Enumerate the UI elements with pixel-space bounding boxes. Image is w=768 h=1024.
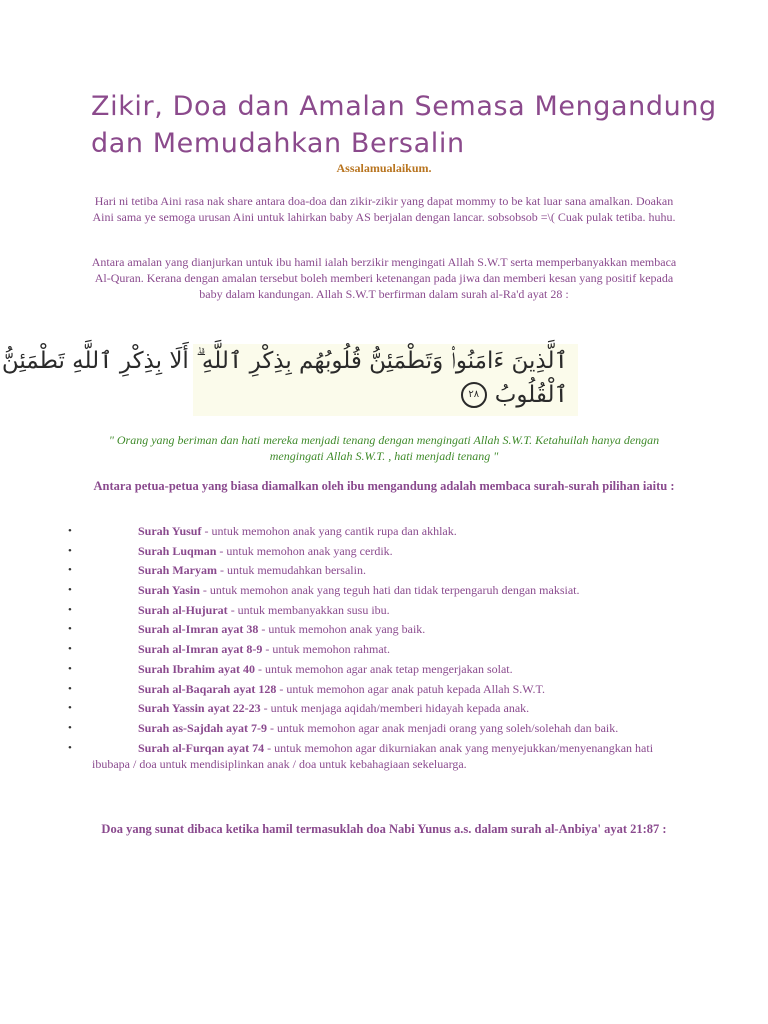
verse-line-2-text: ٱلْقُلُوبُ [494,382,568,408]
amalan-paragraph: Antara amalan yang dianjurkan untuk ibu hamil ialah berzikir mengingati Allah S.W.T serta memperbanyakkan membaca Al-Quran. Kerana dengan amalan tersebut boleh memberi ketenangan pada jiwa dan memberi kesan yang positif kepada baby dalam kandungan. Allah S.W.T berfirman dalam surah al-Ra'd ayat 28 : [91,255,677,301]
list-item [0,740,682,772]
bullet-icon: • [68,741,72,754]
surah-description: - untuk memohon anak yang cerdik. [216,543,393,558]
surah-name: Surah al-Imran ayat 38 [138,622,259,637]
surah-name: Surah al-Hujurat [138,602,228,617]
surah-name: Surah al-Furqan ayat 74 [138,740,265,755]
list-item [0,582,682,598]
surah-name: Surah as-Sajdah ayat 7-9 [138,720,268,735]
surah-description: - untuk memohon anak yang baik. [258,622,426,637]
surah-description: - untuk memohon anak yang cantik rupa dan akhlak. [201,524,457,538]
bullet-icon: • [68,584,72,597]
verse-translation: " Orang yang beriman dan hati mereka menjadi tenang dengan mengingati Allah S.W.T. Ketahuilah hanya dengan mengingati Allah S.W.T. , hati menjadi tenang " [108,433,660,463]
surah-name: Surah al-Imran ayat 8-9 [138,642,263,657]
surah-name: Surah Ibrahim ayat 40 [138,661,256,676]
list-item [0,543,682,559]
surah-name: Surah Luqman [138,543,217,558]
surah-name: Surah Yasin [138,583,200,598]
surah-description: - untuk memohon agar anak patuh kepada Allah S.W.T. [276,681,545,696]
surah-description: - untuk memohon agar dikurniakan anak yang menyejukkan/menyenangkan hati ibubapa / doa untuk mendisiplinkan anak / doa untuk kebahagiaan sekeluarga. [92,740,654,771]
list-item [0,602,682,618]
intro-paragraph: Hari ni tetiba Aini rasa nak share antara doa-doa dan zikir-zikir yang dapat mommy to be kat luar sana amalkan. Doakan Aini sama ye semoga urusan Aini untuk lahirkan baby AS berjalan dengan lancar. sobsobsob =\( Cuak pulak tetiba. huhu. [92,194,676,224]
list-item [0,562,682,578]
surah-description: - untuk membanyakkan susu ibu. [227,602,390,617]
surah-description: - untuk memudahkan bersalin. [217,563,366,578]
bullet-icon: • [68,662,72,675]
surah-name: Surah Yassin ayat 22-23 [138,701,261,716]
surah-list-heading: Antara petua-petua yang biasa diamalkan oleh ibu mengandung adalah membaca surah-surah pilihan iaitu : [93,479,675,493]
bullet-icon: • [68,702,72,715]
list-item [0,523,682,539]
surah-name: Surah Yusuf [138,524,202,538]
list-item [0,641,682,657]
surah-description: - untuk menjaga aqidah/memberi hidayah kepada anak. [260,701,530,716]
list-item [0,621,682,637]
list-item [0,681,682,697]
bullet-icon: • [68,603,72,616]
surah-description: - untuk memohon anak yang teguh hati dan tidak terpengaruh dengan maksiat. [199,583,580,598]
bullet-icon: • [68,544,72,557]
verse-line-1: ٱلَّذِينَ ءَامَنُوا۟ وَتَطْمَئِنُّ قُلُوبُهُم بِذِكْرِ ٱللَّهِ ۗ أَلَا بِذِكْرِ ٱللَّهِ تَطْمَئِنُّ [1,348,568,374]
verse-line-2 [461,382,568,408]
surah-description: - untuk memohon agar anak menjadi orang yang soleh/solehah dan baik. [267,720,619,735]
bullet-icon: • [68,721,72,734]
surah-description: - untuk memohon agar anak tetap mengerjakan solat. [255,661,513,676]
bullet-icon: • [68,525,72,537]
closing-heading: Doa yang sunat dibaca ketika hamil termasuklah doa Nabi Yunus a.s. dalam surah al-Anbiya' ayat 21:87 : [101,822,667,836]
quran-verse-image [1,344,578,416]
list-item [0,700,682,716]
surah-name: Surah Maryam [138,563,217,578]
surah-description: - untuk memohon rahmat. [262,642,390,657]
bullet-icon: • [68,623,72,636]
greeting: Assalamualaikum. [336,161,432,175]
list-item [0,720,682,736]
bullet-icon: • [68,564,72,577]
page-title: Zikir, Doa dan Amalan Semasa Mengandung dan Memudahkan Bersalin [91,91,717,159]
bullet-icon: • [68,643,72,656]
surah-name: Surah al-Baqarah ayat 128 [138,681,277,696]
surah-list [0,523,768,775]
bullet-icon: • [68,682,72,695]
verse-number-icon: ٢٨ [461,382,487,408]
list-item [0,661,682,677]
